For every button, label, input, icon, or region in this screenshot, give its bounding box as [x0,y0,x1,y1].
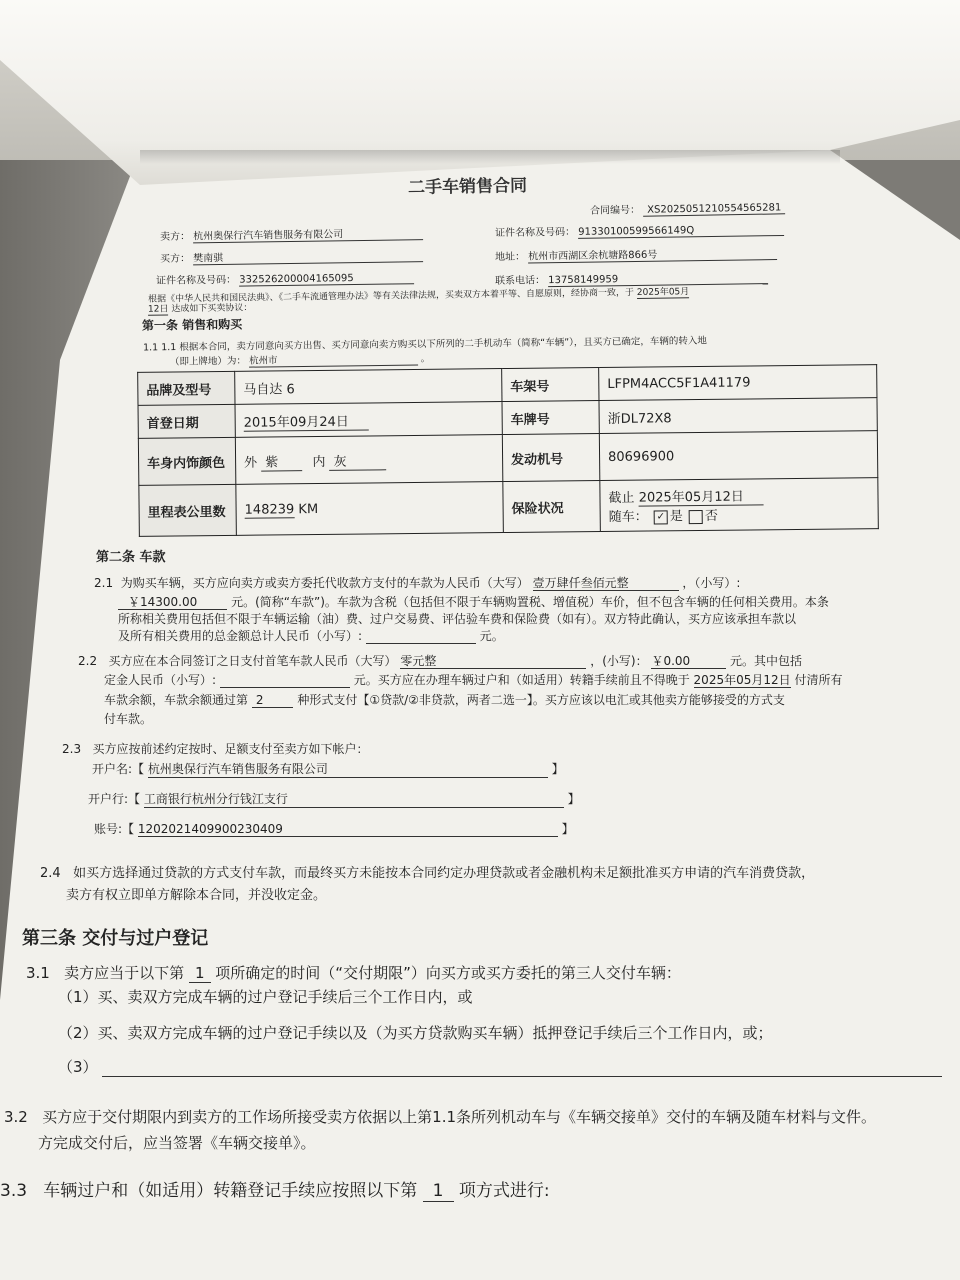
brand-value: 马自达 6 [235,369,502,405]
address-row [495,244,777,263]
bank-label: 开户行:【 [88,792,141,806]
preamble-end: 达成如下买卖协议： [171,303,253,315]
clause-2-2-text6: 付车款。 [104,712,153,726]
ext-color: 紫 [261,455,302,471]
int-color: 灰 [329,454,386,471]
bank-row [88,790,580,808]
account-no-label: 账号:【 [94,822,135,836]
clause-2-2-small: ，(小写)： [590,654,648,668]
vin-value: LFPM4ACC5F1A41179 [599,365,877,401]
clause-2-2-text2: 元。买方应在办理车辆过户和（如适用）转籍手续前且不得晚于 [353,673,690,687]
clause-2-1-small: ，（小写）: [682,576,741,590]
clause-1-1-text: 1.1 根据本合同，卖方同意向买方出售、买方同意向卖方购买以下所列的二手机动车（简称“车辆”），且买方已确定，车辆的转入地 [161,335,707,354]
clause-2-1-total-label: 及所有相关费用的总金额总计人民币（小写）: [118,629,363,643]
clause-2-2-line3 [104,691,785,708]
yes-label: 是 [669,509,683,525]
clause-2-1-text: 为购买车辆，买方应向卖方或卖方委托代收款方支付的车款为人民币（大写） [120,576,529,590]
clause-2-1-text3: 所称相关费用包括但不限于车辆运输（油）费、过户交易费、评估验车费和保险费（如有）。双方特此确认，买方应该承担车款以 [118,612,797,626]
yes-checkbox[interactable]: ✓ [654,510,668,524]
clause-2-3-num: 2.3 [62,742,82,756]
delivery-option-1: （1）买、卖双方完成车辆的过户登记手续后三个工作日内，或 [58,988,473,1006]
account-name-label: 开户名:【 [92,762,145,776]
mileage-cell [236,482,504,536]
delivery-option-3-label: （3） [58,1058,98,1076]
buyer-cert-label: 证件名称及号码： [155,274,237,287]
clause-2-3 [62,740,369,757]
clause-2-1-line4 [118,627,504,644]
clause-1-1-line2 [170,350,430,367]
bank-bracket: 】 [567,792,580,806]
mileage-value: 148239 [244,501,295,518]
clause-3-1 [26,962,681,983]
account-name-bracket: 】 [551,762,564,776]
color-label: 车身内饰颜色 [138,437,235,485]
buyer-cert-row [156,268,414,287]
preamble-date: 2025年05月 [636,287,690,298]
payment-way: 2 [252,693,294,708]
bank-value: 工商银行杭州分行钱江支行 [144,790,564,808]
price-amount: ￥14300.00 [118,595,227,610]
reg-date-cell [235,402,502,438]
clause-2-2 [78,652,802,669]
address-value: 杭州市西湖区余杭塘路866号 [528,248,777,263]
clause-1-1-period: 。 [420,353,431,365]
clause-2-2-text5: 种形式支付【①贷款/②非贷款，两者二选一】。买方应该以电汇或其他卖方能够接受的方式支 [297,693,785,707]
preamble-text: 根据《中华人民共和国民法典》、《二手车流通管理办法》等有关法律法规，买卖双方本着平等、自愿原则，经协商一致，于 [147,287,635,305]
insurance-label: 保险状况 [503,481,601,533]
insurance-cell [600,478,879,532]
balance-due-date: 2025年05月12日 [693,673,791,687]
clause-2-2-end: 元。其中包括 [730,654,803,668]
delivery-option-3-blank [102,1058,942,1077]
clause-2-4-text: 如买方选择通过贷款的方式支付车款，而最终买方未能按本合同约定办理贷款或者金融机构未足额批准买方申请的汽车消费贷款， [73,866,815,881]
engine-value: 80696900 [599,431,877,481]
clause-2-4-num: 2.4 [40,866,61,881]
down-payment-amount: ￥0.00 [651,654,726,669]
ext-label: 外 [244,455,258,471]
vehicle-info-table [137,364,879,537]
delivery-option-3 [58,1056,942,1077]
transfer-item: 1 [423,1181,454,1202]
clause-3-2 [4,1106,876,1127]
contract-no-value: XS20250512105545652​81 [643,202,785,216]
clause-2-1-num: 2.1 [94,576,114,590]
clause-3-2-num: 3.2 [4,1108,28,1126]
article-2-heading: 第二条 车款 [96,550,166,565]
contract-no-label: 合同编号： [589,204,641,217]
clause-2-2-num: 2.2 [78,654,98,668]
clause-1-1-city: 杭州市 [249,354,418,368]
clause-2-4-text2: 卖方有权立即单方解除本合同，并没收定金。 [66,888,327,903]
clause-2-2-text3: 付清所有 [794,673,843,687]
int-label: 内 [312,454,326,470]
plate-value: 浙DL72X8 [599,398,877,434]
buyer-row [160,246,423,265]
plate-label: 车牌号 [502,401,599,435]
vin-label: 车架号 [502,368,599,402]
seller-cert-value: 91330100599566149Q [578,224,784,239]
clause-3-3-num: 3.3 [0,1181,28,1201]
seller-cert-row [495,220,784,239]
contract-no-row [590,198,786,216]
preamble-date-day: 12日 [147,304,169,315]
address-label: 地址： [494,251,526,263]
account-no-bracket: 】 [561,822,574,836]
clause-3-3-text2: 项方式进行: [458,1181,550,1201]
clause-1-1-place-label: （即上牌地）为： [169,355,247,368]
article-3-heading: 第三条 交付与过户登记 [22,928,209,949]
deposit-label: 定金人民币（小写）: [104,673,217,687]
clause-2-2-text4: 车款余额，车款余额通过第 [104,693,249,707]
clause-3-1-num: 3.1 [26,964,50,982]
clause-2-4 [40,862,814,881]
delivery-item: 1 [189,964,211,983]
clause-2-1 [94,574,740,591]
phone-label: 联系电话： [494,275,546,287]
clause-3-1-text2: 项所确定的时间（“交付期限”）向买方或买方委托的第三人交付车辆： [215,964,681,982]
insurance-until-label: 截止 [608,490,635,506]
down-payment-upper: 零元整 [400,654,586,669]
buyer-label: 买方： [159,253,191,265]
seller-cert-label: 证件名称及号码： [494,226,576,240]
with-car-label: 随车： [608,509,648,525]
clause-3-2-text2: 方完成交付后，应当签署《车辆交接单》。 [38,1134,316,1152]
brand-label: 品牌及型号 [138,371,235,405]
clause-2-1-text2: 元。(简称“车款”)。车款为含税（包括但不限于车辆购置税、增值税）车价，但不包含车辆的任何相关费用。本条 [231,595,829,609]
clause-2-1-end: 元。 [479,629,504,643]
account-no-value: 1202021409900230409 [138,822,558,837]
reg-date-value: 2015年09月24日 [244,414,369,431]
buyer-value: 樊南骐 [193,250,423,265]
clause-2-1-line2 [118,593,829,610]
with-car-row [609,503,870,525]
preamble-line2 [148,300,253,314]
delivery-option-2: （2）买、卖双方完成车辆的过户登记手续以及（为买方贷款购买车辆）抵押登记手续后三个工作日内，或； [58,1024,773,1042]
phone-value: 13758149959 [548,272,768,287]
no-checkbox[interactable] [689,509,703,523]
engine-label: 发动机号 [502,434,599,482]
account-name-row [92,760,564,778]
clause-3-3-text: 车辆过户和（如适用）转籍登记手续应按照以下第 [43,1181,418,1201]
mileage-label: 里程表公里数 [139,484,237,536]
mileage-unit: KM [298,501,319,517]
contract-title: 二手车销售合同 [407,175,528,199]
article-1-heading: 第一条 销售和购买 [141,317,243,333]
total-amount-blank [366,629,476,644]
clause-2-3-text: 买方应按前述约定按时、足额支付至卖方如下帐户： [92,742,369,756]
deposit-blank [220,673,350,688]
clause-2-2-text: 买方应在本合同签订之日支付首笔车款人民币（大写） [108,654,397,668]
seller-row [160,224,423,243]
clause-1-1-num: 1.1 [142,342,159,354]
clause-2-2-line2 [104,671,842,688]
reg-date-label: 首登日期 [138,404,235,438]
account-no-row [94,820,574,837]
insurance-until-value: 2025年05月12日 [639,489,764,506]
color-cell [235,435,502,485]
no-label: 否 [704,508,719,524]
clause-3-1-text: 卖方应当于以下第 [64,964,185,982]
seller-value: 杭州奥保行汽车销售服务有限公司 [193,228,423,243]
clause-3-3 [0,1176,550,1201]
price-upper: 壹万肆仟叁佰元整 [533,576,679,591]
table-row [139,478,878,537]
buyer-cert-value: 332526200004165095 [239,272,414,286]
clause-3-2-text: 买方应于交付期限内到卖方的工作场所接受卖方依据以上第1.1条所列机动车与《车辆交接单》交付的车辆及随车材料与文件。 [42,1108,877,1126]
page-shadow [140,150,840,164]
seller-label: 卖方： [159,231,191,243]
account-name-value: 杭州奥保行汽车销售服务有限公司 [148,760,548,778]
table-row [138,431,877,486]
